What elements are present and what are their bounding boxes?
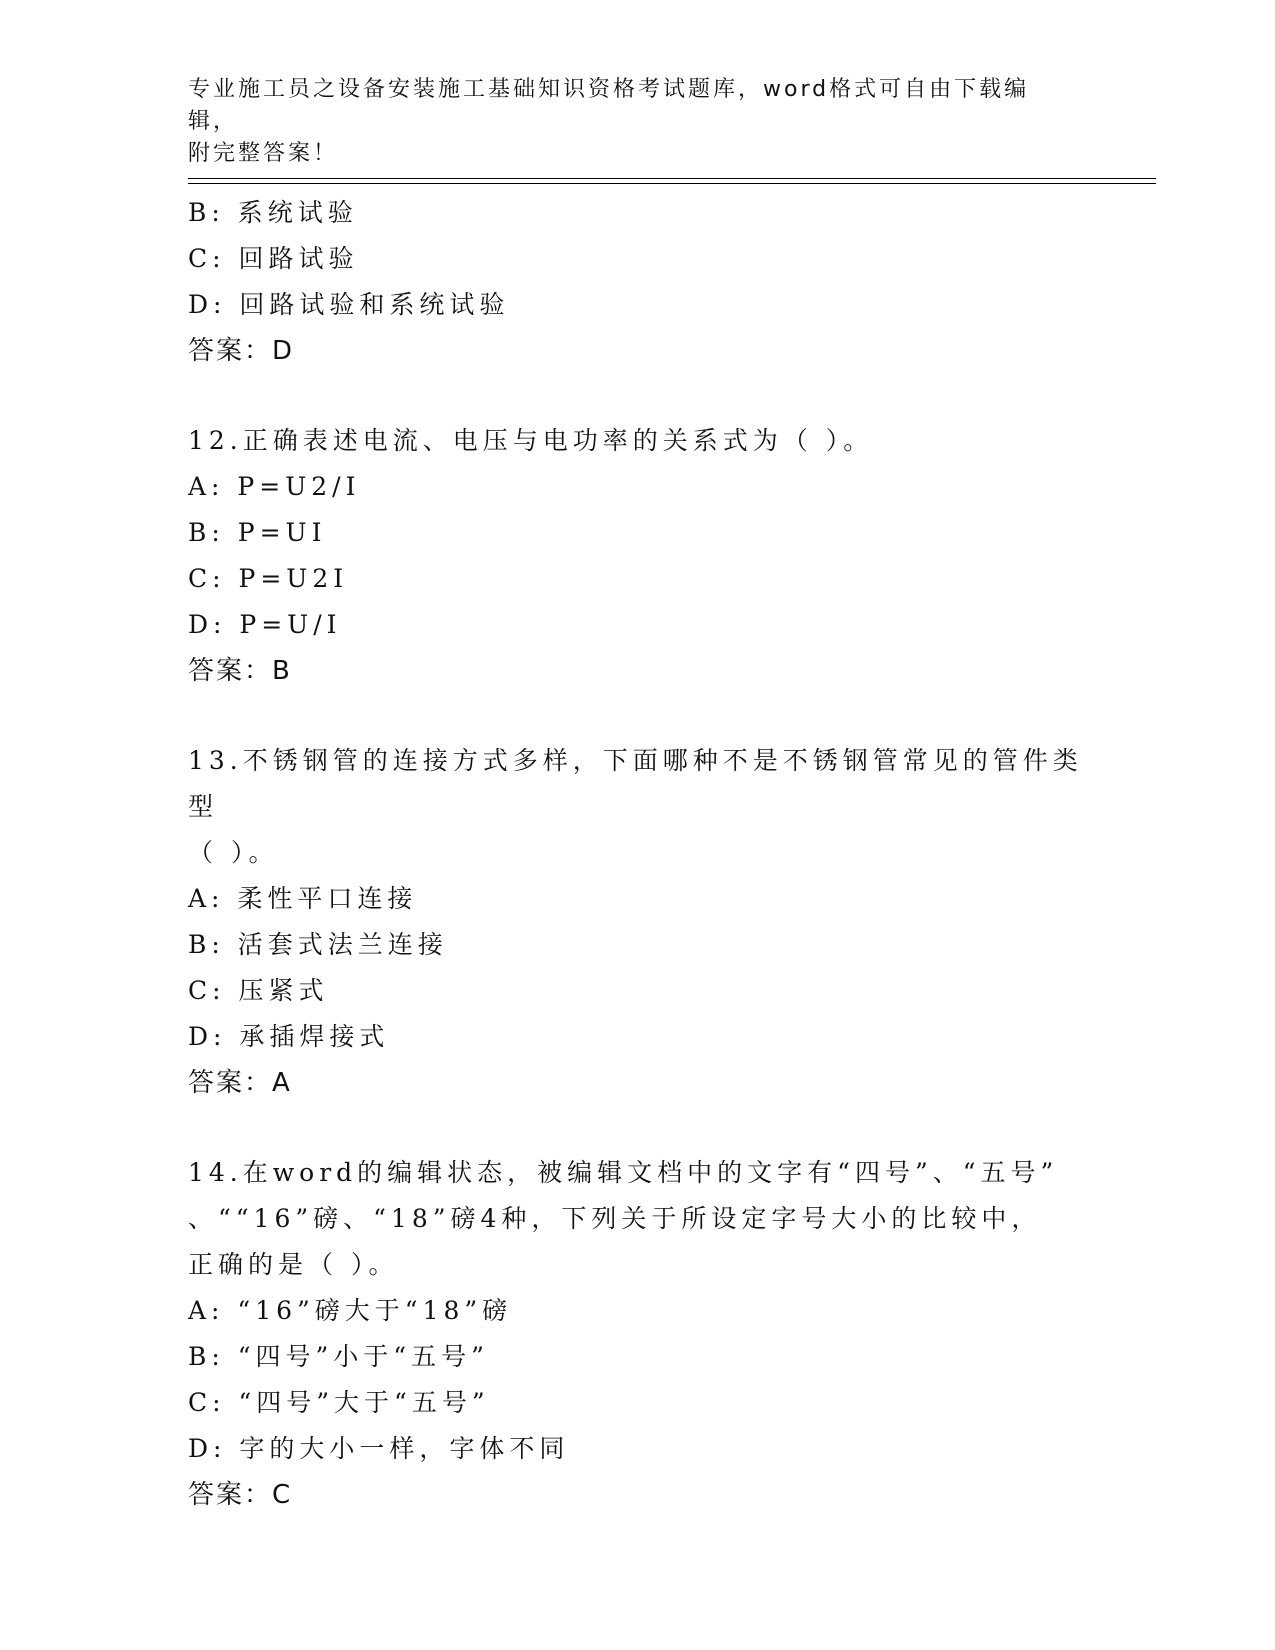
option-b: B: 活套式法兰连接 — [188, 930, 448, 959]
header-divider-bottom — [188, 183, 1156, 184]
option-d: D: 承插焊接式 — [188, 1022, 390, 1051]
question-stem — [188, 738, 1088, 876]
question-list — [188, 190, 1088, 1518]
question-block-14 — [188, 1150, 1088, 1518]
option-d: D: 字的大小一样，字体不同 — [188, 1434, 570, 1463]
answer-line: 答案：A — [188, 1068, 292, 1098]
question-block-12 — [188, 418, 1088, 694]
question-stem-line: 14.在word的编辑状态，被编辑文档中的文字有“四号”、“五号” — [188, 1158, 1059, 1187]
option-b: B: 系统试验 — [188, 198, 358, 227]
option-d: D: P=U/I — [188, 610, 342, 639]
option-b: B: P=UI — [188, 518, 327, 547]
option-a: A: 柔性平口连接 — [188, 884, 418, 913]
option-c: C: P=U2I — [188, 564, 349, 593]
question-stem-line: 12.正确表述电流、电压与电功率的关系式为（ ）。 — [188, 426, 874, 455]
question-block-13 — [188, 738, 1088, 1106]
header-line-1: 专业施工员之设备安装施工基础知识资格考试题库，word格式可自由下载编辑， — [188, 77, 1030, 134]
question-stem-line: 13.不锈钢管的连接方式多样，下面哪种不是不锈钢管常见的管件类型 — [188, 746, 1083, 821]
question-stem — [188, 1150, 1088, 1288]
option-d: D: 回路试验和系统试验 — [188, 290, 510, 319]
option-b: B: “四号”小于“五号” — [188, 1342, 489, 1371]
option-a: A: P=U2/I — [188, 472, 361, 501]
question-stem — [188, 418, 1088, 464]
option-c: C: 压紧式 — [188, 976, 329, 1005]
option-a: A: “16”磅大于“18”磅 — [188, 1296, 513, 1325]
question-stem-line: （ ）。 — [188, 838, 279, 867]
option-c: C: “四号”大于“五号” — [188, 1388, 490, 1417]
option-c: C: 回路试验 — [188, 244, 359, 273]
answer-line: 答案：B — [188, 656, 292, 686]
answer-line: 答案：C — [188, 1480, 293, 1510]
question-block-11 — [188, 190, 1088, 374]
header-divider-top — [188, 178, 1156, 179]
header-line-2: 附完整答案！ — [188, 141, 339, 166]
answer-line: 答案：D — [188, 336, 295, 366]
question-stem-line: 正确的是（ ）。 — [188, 1250, 399, 1279]
document-header — [188, 74, 1068, 170]
question-stem-line: 、““16”磅、“18”磅4种，下列关于所设定字号大小的比较中， — [188, 1204, 1042, 1233]
